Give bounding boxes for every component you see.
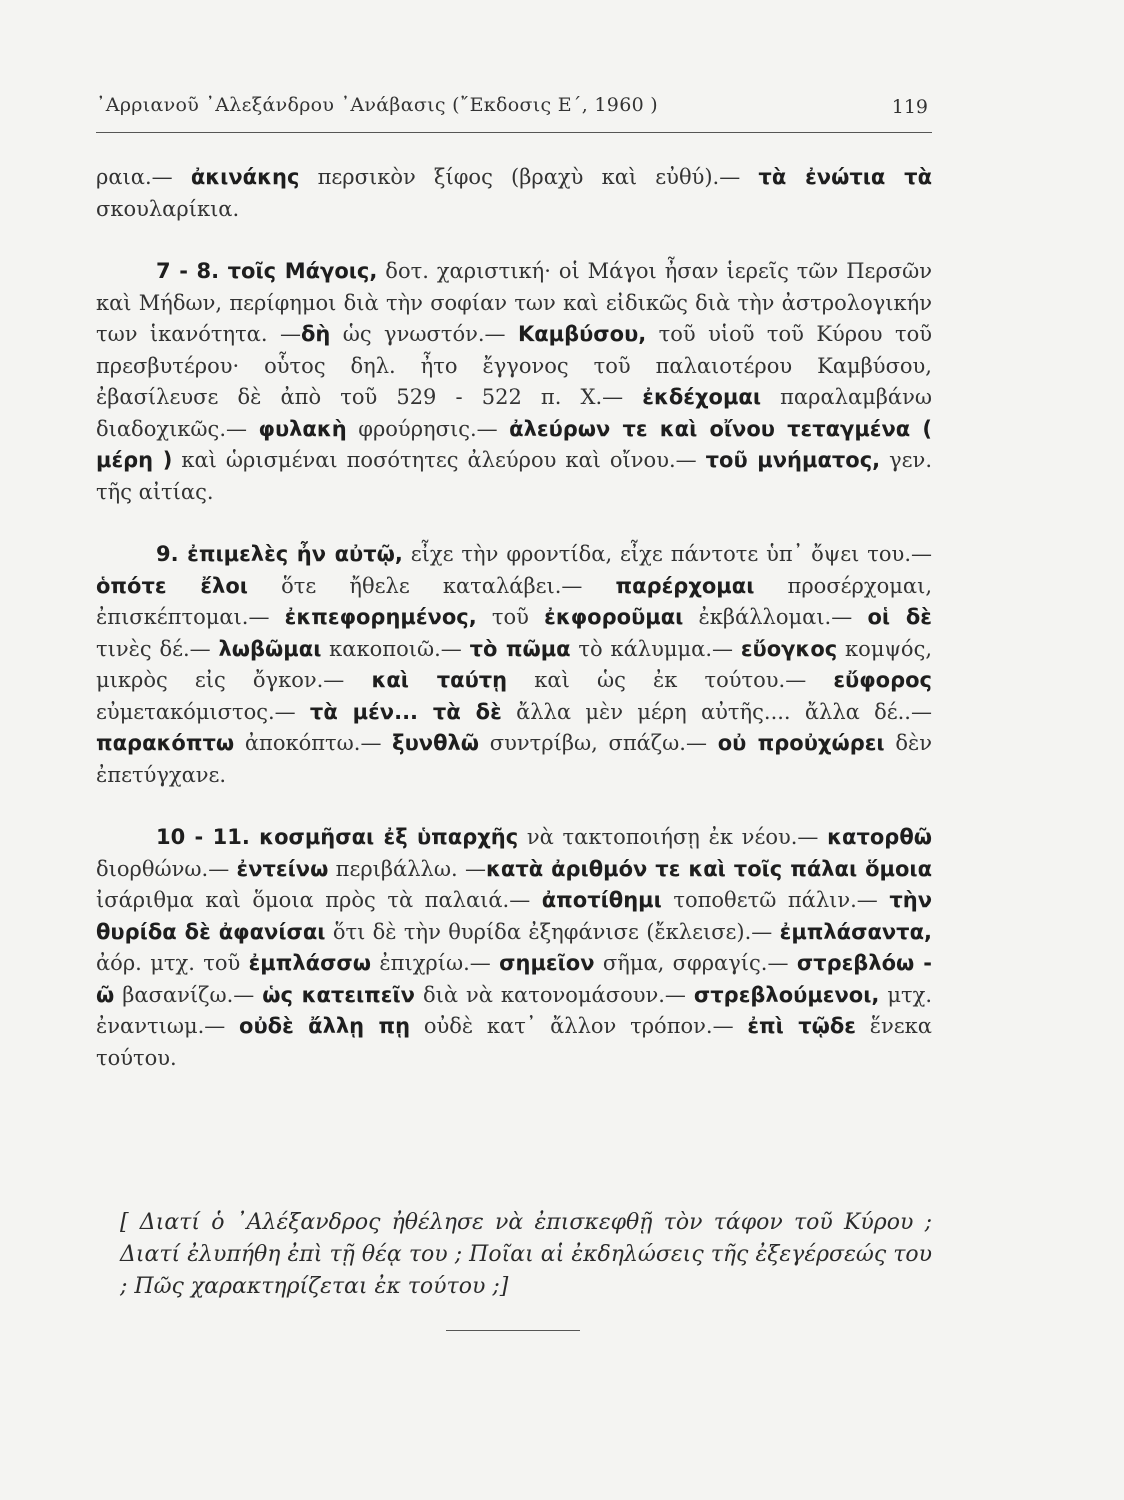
lemma-term: τὰ ἐνώτια τὰ xyxy=(758,165,932,189)
commentary-paragraph xyxy=(96,539,932,791)
gloss-text: δὲν ἐπετύγχανε. xyxy=(96,731,933,787)
gloss-text: εὐμετακόμιστος.— xyxy=(96,699,310,724)
commentary-paragraph xyxy=(96,822,932,1074)
lemma-term: καὶ ταύτῃ xyxy=(371,668,508,692)
gloss-text: μτχ. ἐναντιωμ.— xyxy=(96,982,933,1038)
end-rule xyxy=(446,1330,580,1331)
gloss-text: τὸ κάλυμμα.— xyxy=(570,636,741,661)
gloss-text: περσικὸν ξίφος (βραχὺ καὶ εὐθύ).— xyxy=(299,165,759,189)
gloss-text: ἐπιχρίω.— xyxy=(371,951,500,975)
lemma-term: οὐδὲ ἄλλῃ πῃ xyxy=(239,1014,411,1038)
gloss-text: καὶ ὡς ἐκ τούτου.— xyxy=(507,668,834,692)
lemma-term: τὴν θυρίδα δὲ ἀφανίσαι xyxy=(96,888,932,944)
lemma-term: στρεβλούμενοι, xyxy=(693,982,880,1007)
lemma-term: εὔογκος xyxy=(740,636,838,661)
gloss-text: περιβάλλω. — xyxy=(328,856,486,881)
gloss-text: ὡς γνωστόν.— xyxy=(330,322,518,346)
gloss-text: τοῦ xyxy=(476,605,545,629)
lemma-term: κατορθῶ xyxy=(827,825,933,849)
gloss-text: σῆμα, σφραγίς.— xyxy=(594,951,797,975)
gloss-text: φρούρησις.— xyxy=(346,416,510,441)
lemma-term: σημεῖον xyxy=(499,951,595,975)
lemma-term: ἐμπλάσαντα, xyxy=(779,919,932,944)
lemma-term: ἀλεύρων τε καὶ οἴνου τεταγμένα ( μέρη ) xyxy=(96,416,932,472)
page-number: 119 xyxy=(891,96,928,118)
lemma-term: φυλακὴ xyxy=(258,416,347,441)
lemma-term: λωβῶμαι xyxy=(218,636,322,661)
lemma-term: τὸ πῶμα xyxy=(469,636,571,661)
lemma-term: ἀποτίθημι xyxy=(541,888,662,912)
page-header xyxy=(96,92,932,133)
gloss-text: γεν. τῆς αἰτίας. xyxy=(96,448,932,504)
lemma-term: τὰ μέν... τὰ δὲ xyxy=(309,699,502,724)
lemma-term: δὴ xyxy=(300,322,331,346)
paragraph-gap xyxy=(96,508,932,539)
lemma-term: οἱ δὲ xyxy=(867,605,932,629)
lemma-term: ἐκπεφορημένος, xyxy=(284,605,477,629)
lemma-term: 10 - 11. κοσμῆσαι ἐξ ὑπαρχῆς xyxy=(156,825,519,849)
gloss-text: τινὲς δέ.— xyxy=(96,636,219,661)
gloss-text: ὅτι δὲ τὴν θυρίδα ἐξηφάνισε (ἔκλεισε).— xyxy=(325,919,780,944)
gloss-text: τοῦ υἱοῦ τοῦ Κύρου τοῦ πρεσβυτέρου· οὗτος δηλ. ἦτο ἔγγονος τοῦ παλαιοτέρου Καμβύσου, ἐβασίλευσε δὲ ἀπὸ τοῦ 529 - 522 π. Χ.— xyxy=(96,322,932,409)
gloss-text: ἀποκόπτω.— xyxy=(234,731,393,755)
lemma-term: παρέρχομαι xyxy=(615,573,755,598)
gloss-text: ἄλλα μὲν μέρη αὐτῆς.... ἄλλα δέ..— xyxy=(501,699,932,724)
gloss-text: παραλαμβάνω διαδοχικῶς.— xyxy=(96,385,932,441)
lemma-term: ξυνθλῶ xyxy=(392,731,480,755)
gloss-text: ἀόρ. μτχ. τοῦ xyxy=(96,951,249,975)
gloss-text: εἶχε τὴν φροντίδα, εἶχε πάντοτε ὑπ᾿ ὄψει του.— xyxy=(402,542,932,566)
study-question: [ Διατί ὁ ᾿Αλέξανδρος ἠθέλησε νὰ ἐπισκεφθῇ τὸν τάφον τοῦ Κύρου ; Διατί ἐλυπήθη ἐπὶ τῇ θέᾳ του ; Ποῖαι αἱ ἐκδηλώσεις τῆς ἐξεγέρσεώς του ; Πῶς χαρακτηρίζεται ἐκ τούτου ;] xyxy=(120,1210,932,1299)
commentary-paragraph xyxy=(96,162,932,225)
gloss-text: διὰ νὰ κατονομάσουν.— xyxy=(414,982,694,1007)
gloss-text: ὅτε ἤθελε καταλάβει.— xyxy=(247,573,616,598)
lemma-term: παρακόπτω xyxy=(96,731,235,755)
lemma-term: οὐ προὐχώρει xyxy=(717,731,885,755)
paragraph-gap xyxy=(96,225,932,256)
lemma-term: ἐκφοροῦμαι xyxy=(544,605,684,629)
lemma-term: εὔφορος xyxy=(833,668,932,692)
gloss-text: ραια.— xyxy=(96,165,191,189)
gloss-text: ἰσάριθμα καὶ ὅμοια πρὸς τὰ παλαιά.— xyxy=(96,888,542,912)
lemma-term: ὁπότε ἔλοι xyxy=(96,573,248,598)
lemma-term: Καμβύσου, xyxy=(517,322,647,346)
lemma-term: 7 - 8. τοῖς Μάγοις, xyxy=(156,259,378,283)
gloss-text: οὐδὲ κατ᾿ ἄλλον τρόπον.— xyxy=(410,1014,748,1038)
gloss-text: ἐκβάλλομαι.— xyxy=(683,605,868,629)
gloss-text: δοτ. χαριστική· οἱ Μάγοι ἦσαν ἱερεῖς τῶν Περσῶν καὶ Μήδων, περίφημοι διὰ τὴν σοφίαν των καὶ εἰδικῶς διὰ τὴν ἀστρολογικήν των ἱκανότητα. — xyxy=(96,259,932,346)
gloss-text: ἕνεκα τούτου. xyxy=(96,1014,932,1070)
lemma-term: ἐντείνω xyxy=(236,856,329,881)
gloss-text: κακοποιῶ.— xyxy=(321,636,470,661)
gloss-text: κομψός, μικρὸς εἰς ὄγκον.— xyxy=(96,636,933,692)
lemma-term: ἐμπλάσσω xyxy=(248,951,372,975)
lemma-term: 9. ἐπιμελὲς ἦν αὐτῷ, xyxy=(156,542,403,566)
gloss-text: συντρίβω, σπάζω.— xyxy=(479,731,718,755)
lemma-term: στρεβλόω - ῶ xyxy=(96,951,932,1007)
commentary-paragraph xyxy=(96,256,932,508)
commentary-body xyxy=(96,162,932,1074)
gloss-text: σκουλαρίκια. xyxy=(96,196,240,221)
lemma-term: τοῦ μνήματος, xyxy=(705,448,881,472)
lemma-term: ἐκδέχομαι xyxy=(642,385,762,409)
gloss-text: διορθώνω.— xyxy=(96,856,237,881)
gloss-text: νὰ τακτοποιήσῃ ἐκ νέου.— xyxy=(518,825,828,849)
lemma-term: ἐπὶ τῷδε xyxy=(747,1014,856,1038)
lemma-term: κατὰ ἀριθμόν τε καὶ τοῖς πάλαι ὅμοια xyxy=(485,856,933,881)
paragraph-gap xyxy=(96,791,932,822)
gloss-text: καὶ ὡρισμέναι ποσότητες ἀλεύρου καὶ οἴνου.— xyxy=(172,448,706,472)
gloss-text: βασανίζω.— xyxy=(114,982,263,1007)
gloss-text: τοποθετῶ πάλιν.— xyxy=(661,888,890,912)
lemma-term: ὡς κατειπεῖν xyxy=(262,982,415,1007)
running-title: ᾿Αρριανοῦ ᾿Αλεξάνδρου ᾿Ανάβασις (῎Εκδοσις Ε΄, 1960 ) xyxy=(96,94,659,116)
gloss-text: προσέρχομαι, ἐπισκέπτομαι.— xyxy=(96,573,932,629)
lemma-term: ἀκινάκης xyxy=(190,165,300,189)
